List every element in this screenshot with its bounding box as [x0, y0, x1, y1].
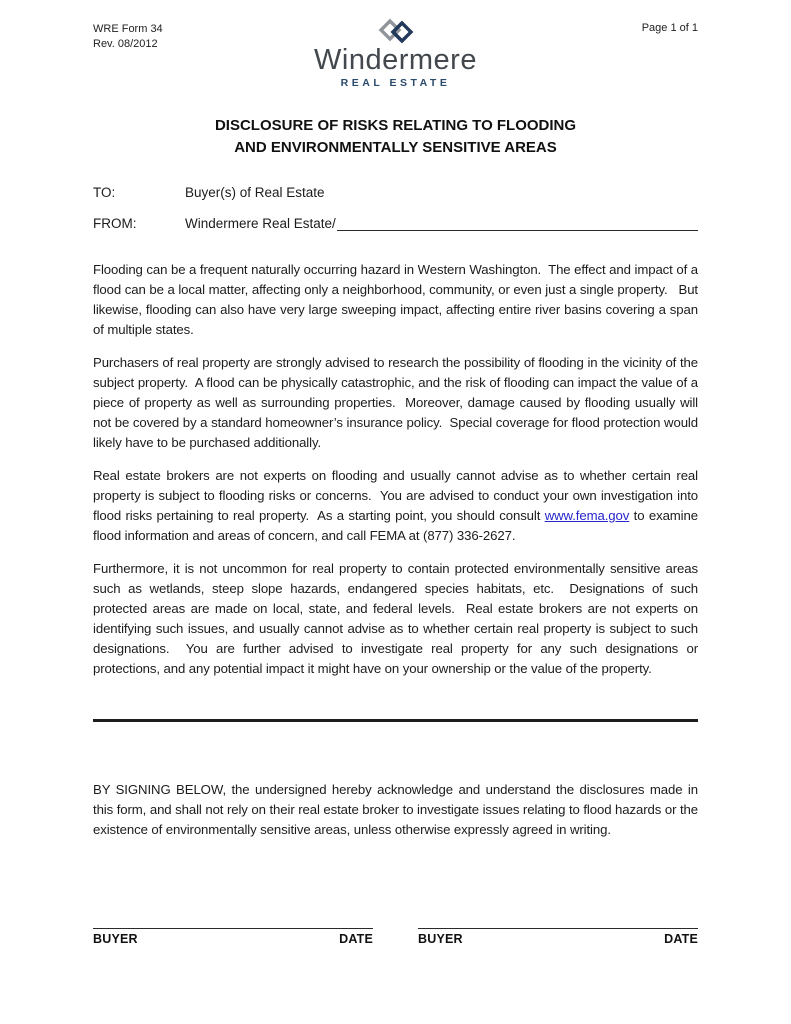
buyer1-label: BUYER	[93, 931, 138, 946]
paragraph-text-before-link: Real estate brokers are not experts on flooding and usually cannot advise as to whether certain real property is subject to flooding risks or concerns. You are advised to conduct your own investigation into flood risks pertaining to real property. As a starting point, you should consult	[93, 467, 702, 523]
to-label: TO:	[93, 184, 116, 200]
from-value: Windermere Real Estate/	[185, 215, 336, 231]
page-header	[93, 22, 698, 89]
signature-labels-2	[418, 932, 698, 946]
paragraph-environmentally-sensitive: Furthermore, it is not uncommon for real property to contain protected environmentally sensitive areas such as wetlands, steep slope hazards, endangered species habitats, etc. Designations of such protected areas are made on local, state, and federal levels. Real estate brokers are not experts on identifying such issues, and usually cannot advise as to whether certain real property is subject to such designations. You are further advised to investigate real property for any such designations or protections, and any potential impact it might have on your ownership or the value of the property.	[93, 560, 702, 676]
paragraph-text-after-link: to examine flood information and areas of concern, and call FEMA at (877) 336-2627.	[93, 507, 702, 543]
form-revision-label: Rev. 08/2012	[93, 38, 158, 51]
to-row	[93, 185, 698, 200]
document-title-line2: AND ENVIRONMENTALLY SENSITIVE AREAS	[234, 139, 557, 157]
document-title-line1: DISCLOSURE OF RISKS RELATING TO FLOODING	[214, 117, 577, 135]
form-meta	[93, 22, 314, 53]
from-row	[93, 215, 698, 231]
date1-label: DATE	[339, 931, 373, 946]
paragraph-purchasers-advised: Purchasers of real property are strongly advised to research the possibility of flooding in the vicinity of the subject property. A flood can be physically catastrophic, and the risk of flooding can impact the value of a piece of property as well as surrounding properties. Moreover, damage caused by flooding usually will not be covered by a standard homeowner’s insurance policy. Special coverage for flood protection would likely have to be purchased additionally.	[93, 354, 702, 450]
recipient-section	[93, 185, 698, 231]
from-office-blank-field[interactable]	[337, 215, 698, 231]
to-value: Buyer(s) of Real Estate	[185, 184, 325, 200]
windermere-mark-icon	[377, 18, 415, 44]
date2-label: DATE	[664, 931, 698, 946]
from-label: FROM:	[93, 215, 137, 231]
buyer1-signature-field[interactable]	[93, 912, 373, 929]
section-divider	[93, 719, 698, 722]
windermere-logo	[314, 18, 477, 89]
paragraph-flooding-hazard: Flooding can be a frequent naturally occurring hazard in Western Washington. The effect and impact of a flood can be a local matter, affecting only a neighborhood, community, or even just a single property. But likewise, flooding can also have very large sweeping impact, affecting entire river basins covering a span of multiple states.	[93, 261, 702, 337]
signature-block-2	[418, 912, 698, 946]
buyer2-label: BUYER	[418, 931, 463, 946]
signature-block-1	[93, 912, 373, 946]
body-text	[93, 260, 702, 679]
page-number-label: Page 1 of 1	[641, 22, 698, 34]
form-number-label: WRE Form 34	[93, 23, 163, 35]
brand-tagline: REAL ESTATE	[340, 77, 451, 90]
signature-labels-1	[93, 932, 373, 946]
paragraph-brokers-not-experts	[93, 466, 702, 546]
brand-name: Windermere	[314, 44, 477, 76]
fema-link[interactable]: www.fema.gov	[544, 507, 630, 523]
buyer2-signature-field[interactable]	[418, 912, 698, 929]
signing-acknowledgement: BY SIGNING BELOW, the undersigned hereby acknowledge and understand the disclosures made in this form, and shall not rely on their real estate broker to investigate issues relating to flood hazards or the existence of environmentally sensitive areas, unless otherwise expressly agreed in writing.	[93, 781, 702, 837]
signature-section	[93, 912, 698, 946]
document-title	[93, 115, 698, 159]
